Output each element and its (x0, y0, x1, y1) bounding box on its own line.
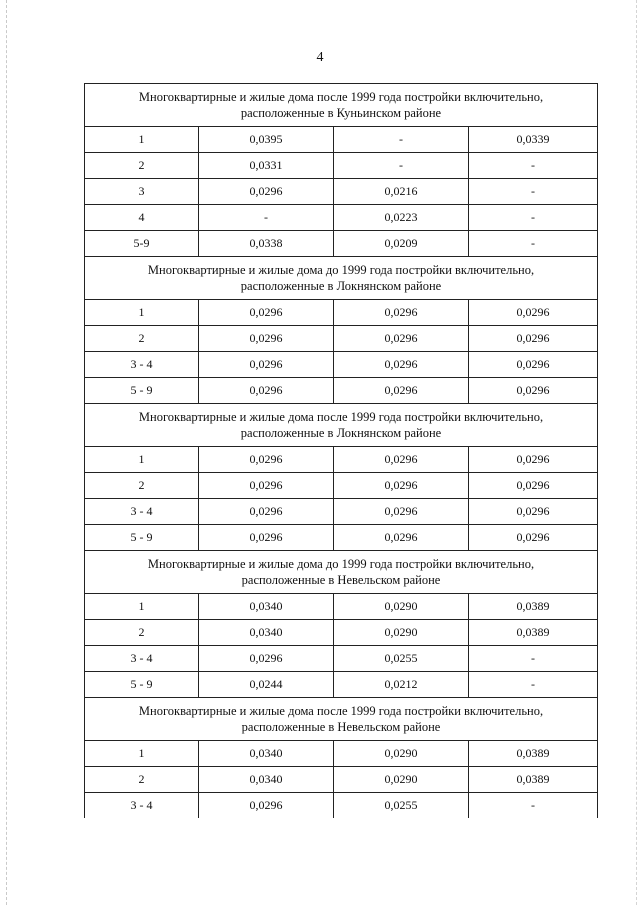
rate-cell: 0,0216 (334, 179, 469, 205)
rate-cell: 0,0255 (334, 646, 469, 672)
section-heading (85, 404, 598, 447)
rate-cell: - (334, 153, 469, 179)
rate-cell: 0,0296 (334, 447, 469, 473)
section-heading-line2: расположенные в Невельском районе (241, 720, 441, 734)
floors-cell: 2 (85, 326, 199, 352)
floors-cell: 2 (85, 153, 199, 179)
scan-left-edge (0, 0, 7, 905)
floors-cell: 3 - 4 (85, 352, 199, 378)
rate-cell: 0,0290 (334, 620, 469, 646)
rate-cell: 0,0296 (199, 378, 334, 404)
rate-cell: 0,0296 (334, 499, 469, 525)
table-row (85, 741, 598, 767)
rate-cell: 0,0296 (334, 525, 469, 551)
rate-cell: 0,0296 (199, 499, 334, 525)
rate-cell: 0,0296 (469, 326, 598, 352)
floors-cell: 4 (85, 205, 199, 231)
tariff-table-body (85, 84, 598, 819)
floors-cell: 1 (85, 127, 199, 153)
floors-cell: 2 (85, 473, 199, 499)
floors-cell: 1 (85, 300, 199, 326)
table-row (85, 447, 598, 473)
rate-cell: - (469, 672, 598, 698)
page-number: 4 (316, 50, 324, 65)
rate-cell: 0,0296 (199, 447, 334, 473)
rate-cell: 0,0212 (334, 672, 469, 698)
rate-cell: 0,0296 (469, 378, 598, 404)
rate-cell: 0,0296 (469, 447, 598, 473)
table-row (85, 594, 598, 620)
floors-cell: 1 (85, 741, 199, 767)
table-row (85, 525, 598, 551)
rate-cell: 0,0209 (334, 231, 469, 257)
floors-cell: 5 - 9 (85, 378, 199, 404)
table-row (85, 646, 598, 672)
section-heading-row (85, 257, 598, 300)
section-heading-row (85, 404, 598, 447)
rate-cell: 0,0296 (199, 326, 334, 352)
floors-cell: 2 (85, 620, 199, 646)
section-heading-line1: Многоквартирные и жилые дома до 1999 года постройки включительно, (147, 263, 535, 277)
rate-cell: 0,0340 (199, 620, 334, 646)
floors-cell: 1 (85, 447, 199, 473)
rate-cell: 0,0340 (199, 594, 334, 620)
rate-cell: 0,0290 (334, 594, 469, 620)
floors-cell: 2 (85, 767, 199, 793)
rate-cell: 0,0389 (469, 620, 598, 646)
scan-right-edge (636, 0, 640, 905)
floors-cell: 3 (85, 179, 199, 205)
rate-cell: 0,0340 (199, 741, 334, 767)
section-heading-line2: расположенные в Локнянском районе (240, 426, 442, 440)
rate-cell: 0,0296 (199, 352, 334, 378)
rate-cell: - (199, 205, 334, 231)
table-row (85, 378, 598, 404)
rate-cell: 0,0339 (469, 127, 598, 153)
table-row (85, 473, 598, 499)
rate-cell: 0,0389 (469, 741, 598, 767)
rate-cell: - (469, 793, 598, 819)
rate-cell: 0,0296 (199, 473, 334, 499)
rate-cell: 0,0296 (199, 646, 334, 672)
section-heading-line2: расположенные в Локнянском районе (240, 279, 442, 293)
section-heading-row (85, 698, 598, 741)
table-row (85, 620, 598, 646)
rate-cell: 0,0296 (199, 300, 334, 326)
tariff-table (84, 83, 598, 818)
section-heading-row (85, 84, 598, 127)
table-row (85, 326, 598, 352)
rate-cell: 0,0296 (199, 793, 334, 819)
table-row (85, 127, 598, 153)
section-heading (85, 84, 598, 127)
rate-cell: 0,0296 (334, 352, 469, 378)
rate-cell: 0,0340 (199, 767, 334, 793)
section-heading (85, 551, 598, 594)
rate-cell: - (469, 205, 598, 231)
rate-cell: - (334, 127, 469, 153)
rate-cell: 0,0296 (469, 499, 598, 525)
rate-cell: - (469, 179, 598, 205)
section-heading (85, 698, 598, 741)
rate-cell: 0,0331 (199, 153, 334, 179)
rate-cell: 0,0296 (334, 473, 469, 499)
rate-cell: 0,0223 (334, 205, 469, 231)
table-row (85, 352, 598, 378)
rate-cell: 0,0296 (469, 352, 598, 378)
table-row (85, 153, 598, 179)
floors-cell: 5 - 9 (85, 672, 199, 698)
table-row (85, 793, 598, 819)
section-heading-row (85, 551, 598, 594)
rate-cell: 0,0290 (334, 741, 469, 767)
rate-cell: - (469, 153, 598, 179)
rate-cell: - (469, 231, 598, 257)
table-row (85, 179, 598, 205)
table-row (85, 672, 598, 698)
table-row (85, 300, 598, 326)
rate-cell: 0,0296 (334, 300, 469, 326)
floors-cell: 3 - 4 (85, 646, 199, 672)
section-heading-line1: Многоквартирные и жилые дома после 1999 года постройки включительно, (138, 410, 544, 424)
rate-cell: 0,0296 (199, 525, 334, 551)
rate-cell: 0,0296 (199, 179, 334, 205)
rate-cell: 0,0296 (469, 300, 598, 326)
floors-cell: 3 - 4 (85, 499, 199, 525)
rate-cell: 0,0296 (334, 326, 469, 352)
rate-cell: 0,0296 (334, 378, 469, 404)
rate-cell: 0,0296 (469, 525, 598, 551)
rate-cell: 0,0389 (469, 594, 598, 620)
rate-cell: 0,0338 (199, 231, 334, 257)
rate-cell: 0,0395 (199, 127, 334, 153)
rate-cell: 0,0255 (334, 793, 469, 819)
floors-cell: 3 - 4 (85, 793, 199, 819)
table-row (85, 499, 598, 525)
rate-cell: 0,0389 (469, 767, 598, 793)
floors-cell: 5-9 (85, 231, 199, 257)
section-heading-line1: Многоквартирные и жилые дома после 1999 года постройки включительно, (138, 704, 544, 718)
floors-cell: 5 - 9 (85, 525, 199, 551)
rate-cell: - (469, 646, 598, 672)
table-row (85, 205, 598, 231)
section-heading-line1: Многоквартирные и жилые дома после 1999 года постройки включительно, (138, 90, 544, 104)
table-row (85, 767, 598, 793)
section-heading (85, 257, 598, 300)
section-heading-line2: расположенные в Куньинском районе (240, 106, 442, 120)
section-heading-line2: расположенные в Невельском районе (241, 573, 441, 587)
floors-cell: 1 (85, 594, 199, 620)
section-heading-line1: Многоквартирные и жилые дома до 1999 года постройки включительно, (147, 557, 535, 571)
rate-cell: 0,0296 (469, 473, 598, 499)
rate-cell: 0,0290 (334, 767, 469, 793)
table-row (85, 231, 598, 257)
rate-cell: 0,0244 (199, 672, 334, 698)
